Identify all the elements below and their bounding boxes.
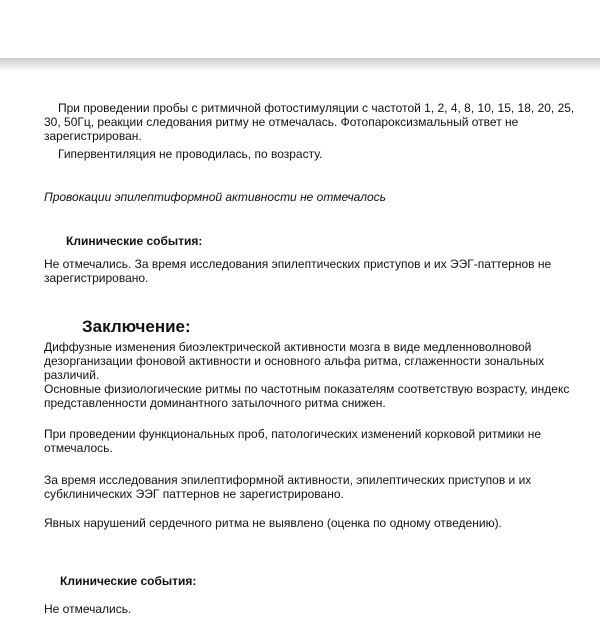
conclusion-paragraph-5: Явных нарушений сердечного ритма не выявлено (оценка по одному отведению).: [44, 516, 502, 530]
conclusion-heading: Заключение:: [82, 317, 191, 336]
conclusion-paragraph-3: При проведении функциональных проб, патологических изменений корковой ритмики не отмечалось.: [44, 427, 542, 455]
provocation-paragraph: Провокации эпилептиформной активности не отмечалось: [44, 190, 386, 204]
clinical-events-heading-1: Клинические события:: [66, 234, 203, 248]
conclusion-paragraph-1: Диффузные изменения биоэлектрической активности мозга в виде медленноволновой дезорганизации фоновой активности и основного альфа ритма, сглаженности зональных различий.: [44, 340, 545, 382]
page-top-divider: [0, 58, 600, 70]
clinical-events-heading-2: Клинические события:: [60, 574, 197, 588]
clinical-events-text-2: Не отмечались.: [44, 602, 132, 616]
conclusion-paragraph-2: Основные физиологические ритмы по частотным показателям соответствую возрасту, индекс представленности доминантного затылочного ритма снижен.: [44, 382, 570, 410]
photostimulation-paragraph: При проведении пробы с ритмичной фотостимуляции с частотой 1, 2, 4, 8, 10, 15, 18, 20, 25, 30, 50Гц, реакции следования ритму не отмечалась. Фотопароксизмальный ответ не зарегистрирован.: [44, 101, 575, 143]
hyperventilation-paragraph: Гипервентиляция не проводилась, по возрасту.: [58, 147, 323, 161]
conclusion-paragraph-4: За время исследования эпилептиформной активности, эпилептических приступов и их субклинических ЭЭГ паттернов не зарегистрировано.: [44, 473, 532, 501]
clinical-events-text-1: Не отмечались. За время исследования эпилептических приступов и их ЭЭГ-паттернов не зарегистрировано.: [44, 257, 552, 285]
